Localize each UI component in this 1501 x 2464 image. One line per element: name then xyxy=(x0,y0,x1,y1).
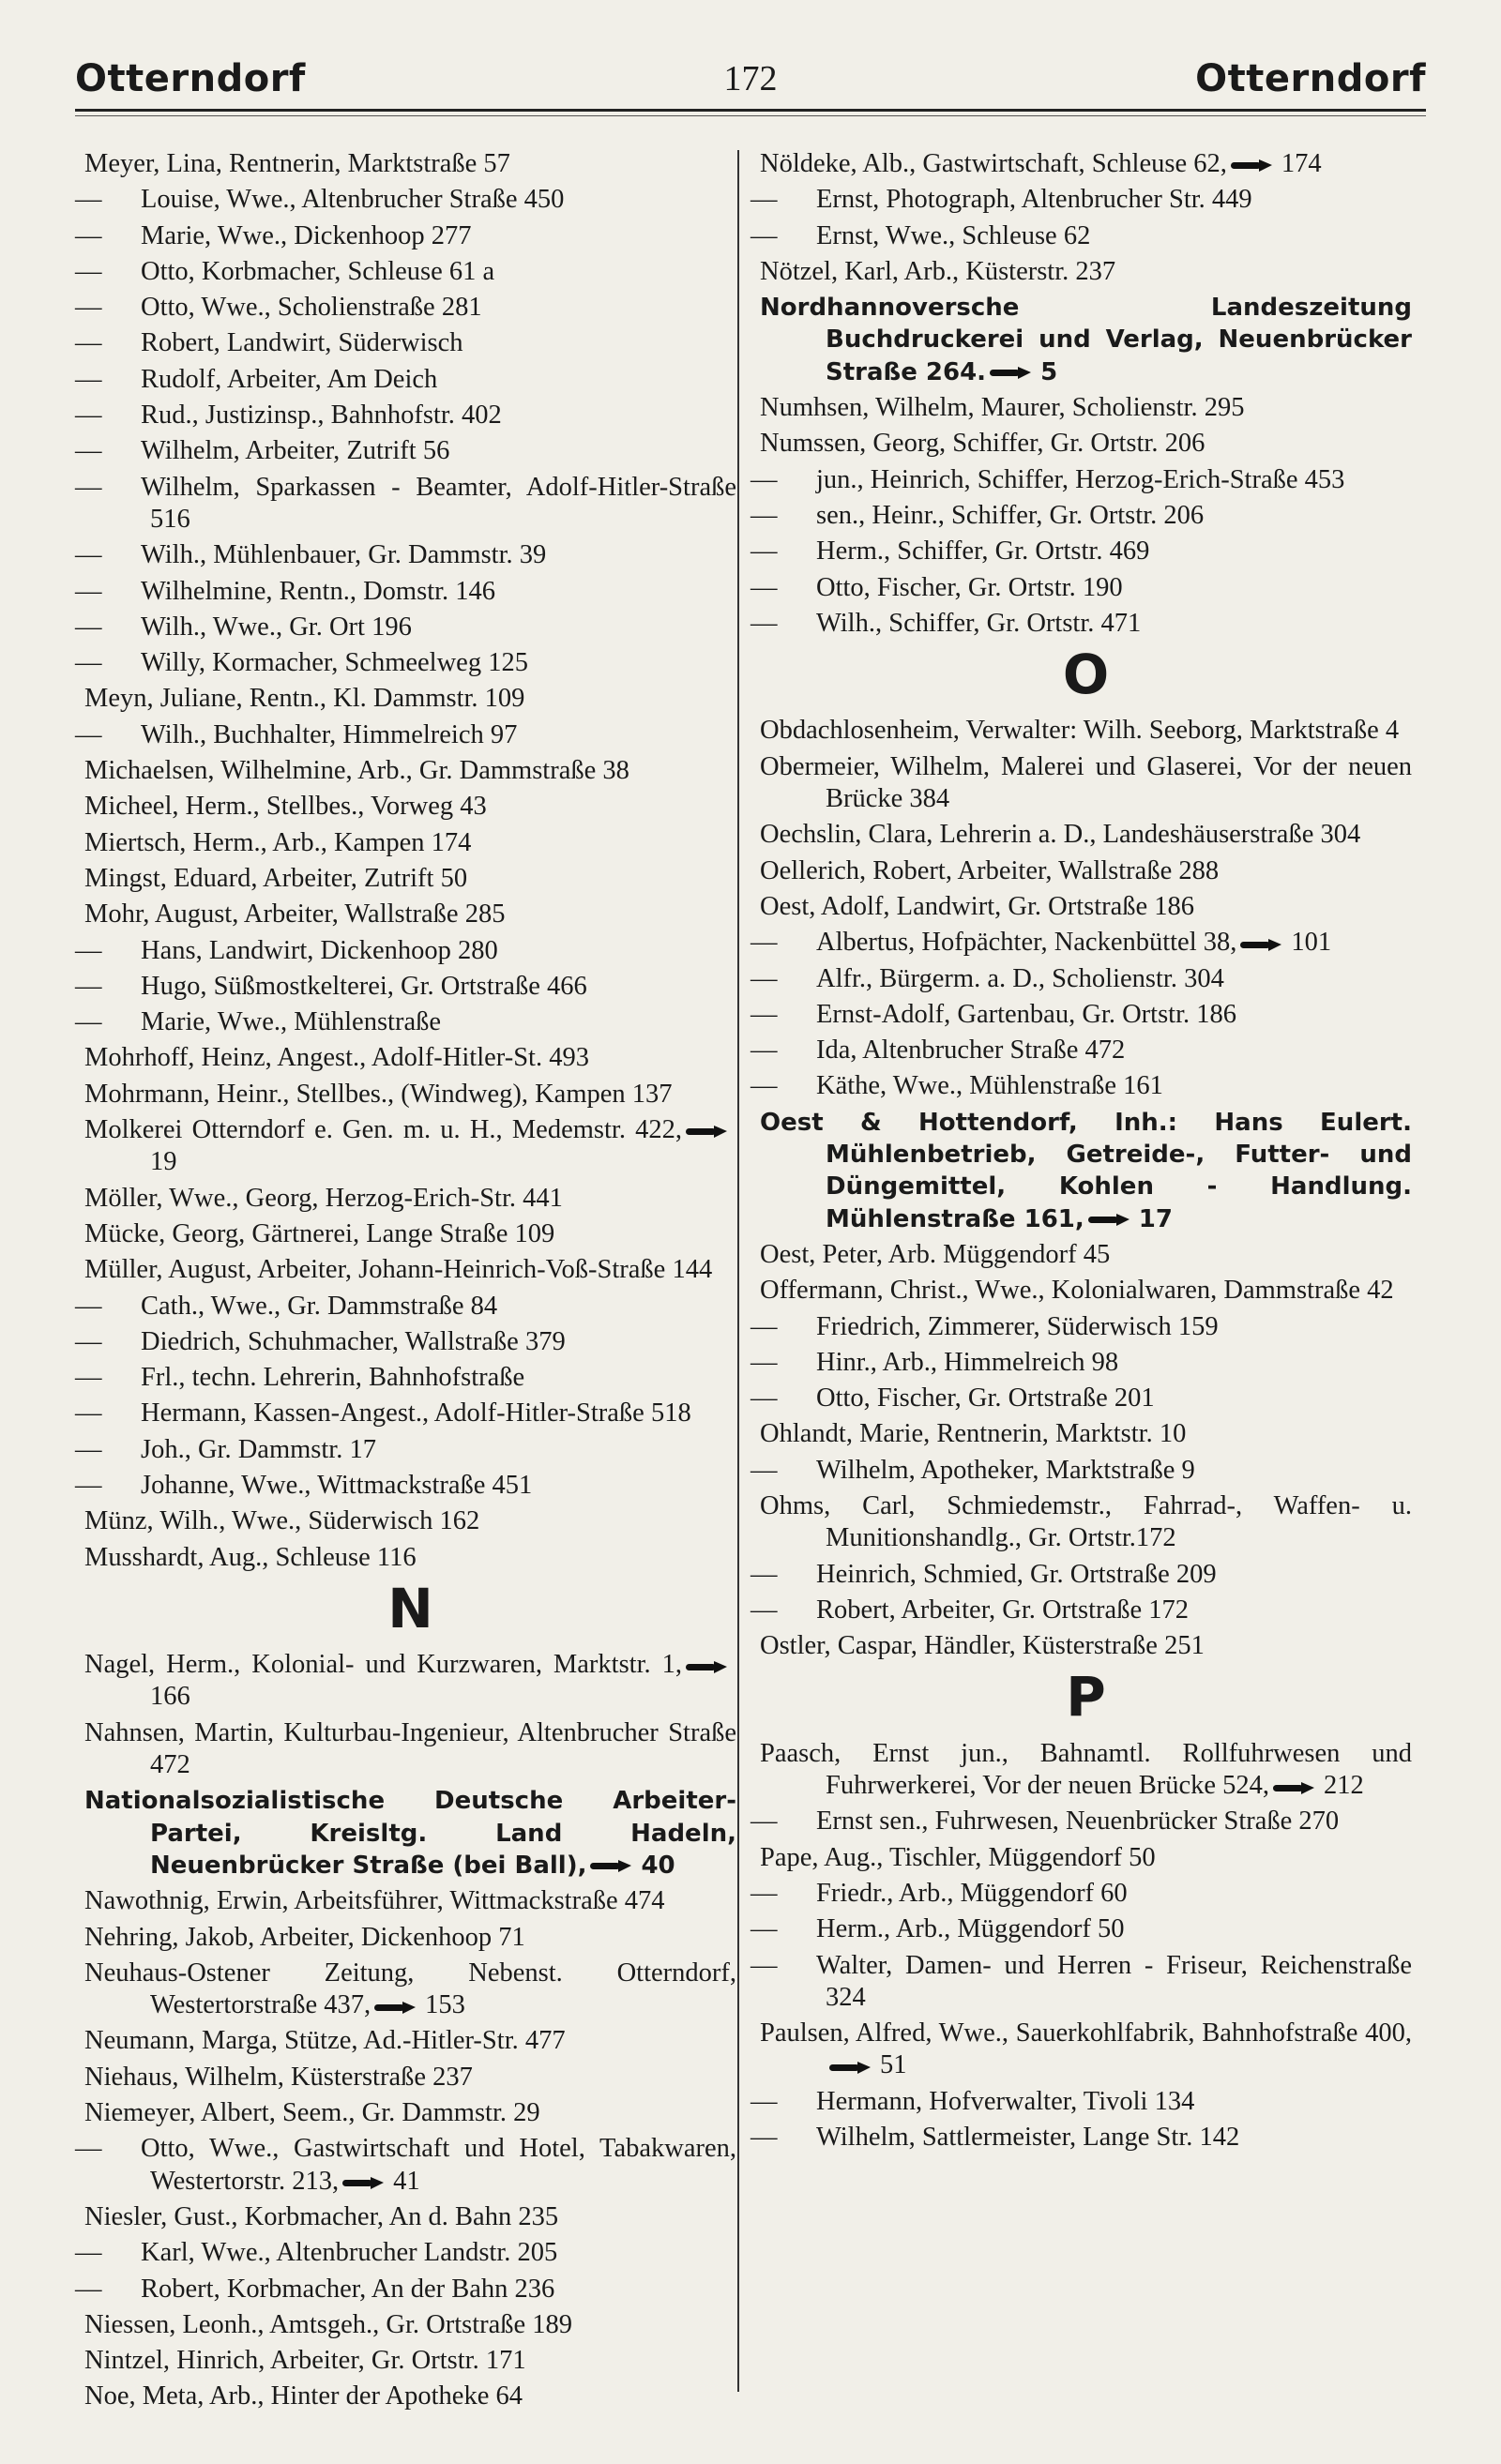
entry-text: Nationalsozialistische Deutsche Arbeiter-Partei, Kreisltg. Land Hadeln, Neuenbrücker Straße (bei Ball), xyxy=(84,1787,736,1880)
phone-pointer-icon xyxy=(829,2062,876,2073)
repeat-dash: — xyxy=(750,2086,778,2116)
directory-entry xyxy=(84,1254,736,1286)
directory-entry xyxy=(750,572,1412,604)
right-column xyxy=(750,148,1412,2157)
directory-entry xyxy=(760,2018,1412,2082)
directory-entry xyxy=(75,719,736,751)
directory-entry xyxy=(760,1738,1412,1803)
entry-text: Ohms, Carl, Schmiedemstr., Fahrrad-, Waffen- u. Munitionshandlg., Gr. Ortstr.172 xyxy=(760,1490,1412,1553)
directory-entry xyxy=(760,855,1412,887)
directory-entry xyxy=(760,292,1412,388)
repeat-dash: — xyxy=(75,256,102,286)
directory-entry xyxy=(84,863,736,895)
directory-entry xyxy=(750,1035,1412,1066)
repeat-dash: — xyxy=(750,220,778,250)
directory-entry xyxy=(75,1470,736,1502)
directory-entry xyxy=(75,2237,736,2269)
directory-entry xyxy=(84,827,736,859)
directory-entry xyxy=(84,899,736,930)
entry-text: Molkerei Otterndorf e. Gen. m. u. H., Medemstr. 422, xyxy=(84,1115,682,1145)
entry-text: Miertsch, Herm., Arb., Kampen 174 xyxy=(84,827,472,857)
entry-text: Niemeyer, Albert, Seem., Gr. Dammstr. 29 xyxy=(84,2098,540,2128)
directory-entry xyxy=(84,1079,736,1111)
directory-entry xyxy=(75,612,736,643)
repeat-dash: — xyxy=(750,1071,778,1101)
entry-text: Ernst, Wwe., Schleuse 62 xyxy=(816,220,1091,250)
entry-text: Oest, Adolf, Landwirt, Gr. Ortstraße 186 xyxy=(760,891,1195,921)
entry-text: Obdachlosenheim, Verwalter: Wilh. Seeborg, Marktstraße 4 xyxy=(760,716,1400,746)
section-letter: O xyxy=(1062,642,1110,707)
entry-text: Numhsen, Wilhelm, Maurer, Scholienstr. 295 xyxy=(760,393,1245,423)
directory-entry xyxy=(750,1383,1412,1414)
directory-entry xyxy=(84,2025,736,2057)
repeat-dash: — xyxy=(750,1950,778,1980)
directory-entry xyxy=(75,1326,736,1358)
phone-number: 166 xyxy=(150,1682,190,1712)
directory-entry xyxy=(760,1842,1412,1874)
phone-number: 212 xyxy=(1324,1771,1364,1801)
repeat-dash: — xyxy=(75,1007,102,1037)
entry-text: Niessen, Leonh., Amtsgeh., Gr. Ortstraße 189 xyxy=(84,2309,573,2339)
entry-text: Frl., techn. Lehrerin, Bahnhofstraße xyxy=(141,1363,525,1393)
phone-pointer-icon xyxy=(342,2177,389,2188)
directory-entry xyxy=(760,1107,1412,1235)
entry-text: Möller, Wwe., Georg, Herzog-Erich-Str. 441 xyxy=(84,1183,563,1213)
entry-text: Alfr., Bürgerm. a. D., Scholienstr. 304 xyxy=(816,963,1224,993)
repeat-dash: — xyxy=(75,2274,102,2304)
entry-text: Robert, Arbeiter, Gr. Ortstraße 172 xyxy=(816,1595,1189,1625)
directory-entry xyxy=(75,327,736,359)
repeat-dash: — xyxy=(750,572,778,602)
entry-text: Neuhaus-Ostener Zeitung, Nebenst. Otterndorf, Westertorstraße 437, xyxy=(84,1958,736,2020)
repeat-dash: — xyxy=(750,1595,778,1625)
entry-text: Paulsen, Alfred, Wwe., Sauerkohlfabrik, Bahnhofstraße 400, xyxy=(760,2018,1412,2048)
directory-entry xyxy=(760,1418,1412,1450)
repeat-dash: — xyxy=(75,935,102,965)
phone-pointer-icon xyxy=(1273,1782,1320,1793)
entry-text: Niehaus, Wilhelm, Küsterstraße 237 xyxy=(84,2062,473,2092)
repeat-dash: — xyxy=(75,719,102,749)
entry-text: Willy, Kormacher, Schmeelweg 125 xyxy=(141,648,528,678)
phone-pointer-icon xyxy=(990,367,1037,378)
repeat-dash: — xyxy=(750,464,778,494)
entry-text: Numssen, Georg, Schiffer, Gr. Ortstr. 206 xyxy=(760,429,1205,459)
entry-text: Niesler, Gust., Korbmacher, An d. Bahn 235 xyxy=(84,2201,559,2231)
entry-text: Musshardt, Aug., Schleuse 116 xyxy=(84,1542,417,1572)
entry-text: Nahnsen, Martin, Kulturbau-Ingenieur, Altenbrucher Straße 472 xyxy=(84,1717,736,1780)
repeat-dash: — xyxy=(75,1363,102,1393)
repeat-dash: — xyxy=(75,2238,102,2268)
entry-text: Mingst, Eduard, Arbeiter, Zutrift 50 xyxy=(84,863,468,893)
directory-entry xyxy=(75,1362,736,1394)
entry-text: Otto, Fischer, Gr. Ortstr. 190 xyxy=(816,572,1123,602)
header-rule-thin xyxy=(75,115,1426,116)
phone-number: 40 xyxy=(641,1851,675,1880)
directory-entry xyxy=(750,1311,1412,1343)
repeat-dash: — xyxy=(75,576,102,606)
entry-text: Noe, Meta, Arb., Hinter der Apotheke 64 xyxy=(84,2381,523,2411)
entry-text: Offermann, Christ., Wwe., Kolonialwaren, Dammstraße 42 xyxy=(760,1276,1394,1306)
entry-text: Oest, Peter, Arb. Müggendorf 45 xyxy=(760,1239,1111,1269)
entry-text: Wilhelm, Apotheker, Marktstraße 9 xyxy=(816,1455,1195,1485)
entry-text: Wilh., Wwe., Gr. Ort 196 xyxy=(141,612,412,642)
entry-text: Wilhelmine, Rentn., Domstr. 146 xyxy=(141,576,496,606)
directory-entry xyxy=(750,1455,1412,1487)
entry-text: Oest & Hottendorf, Inh.: Hans Eulert. Mühlenbetrieb, Getreide-, Futter- und Düngemittel, Kohlen - Handlung. Mühlenstraße 161, xyxy=(760,1108,1412,1233)
entry-text: Louise, Wwe., Altenbrucher Straße 450 xyxy=(141,185,565,215)
directory-entry xyxy=(750,927,1412,959)
directory-entry xyxy=(75,576,736,608)
repeat-dash: — xyxy=(750,1347,778,1377)
entry-text: Cath., Wwe., Gr. Dammstraße 84 xyxy=(141,1291,498,1321)
entry-text: Friedrich, Zimmerer, Süderwisch 159 xyxy=(816,1311,1219,1341)
entry-text: Käthe, Wwe., Mühlenstraße 161 xyxy=(816,1071,1163,1101)
directory-entry xyxy=(750,500,1412,532)
directory-entry xyxy=(760,148,1412,180)
directory-entry xyxy=(75,400,736,431)
directory-entry xyxy=(84,1218,736,1250)
entry-text: Hermann, Hofverwalter, Tivoli 134 xyxy=(816,2086,1195,2116)
phone-number: 17 xyxy=(1138,1204,1173,1233)
repeat-dash: — xyxy=(75,1326,102,1356)
section-letter: N xyxy=(387,1576,433,1640)
directory-entry xyxy=(84,1183,736,1215)
entry-text: Herm., Schiffer, Gr. Ortstr. 469 xyxy=(816,537,1150,567)
directory-entry xyxy=(84,755,736,787)
directory-entry xyxy=(760,891,1412,923)
entry-text: Mohrhoff, Heinz, Angest., Adolf-Hitler-St. 493 xyxy=(84,1043,589,1073)
repeat-dash: — xyxy=(750,1311,778,1341)
entry-text: Micheel, Herm., Stellbes., Vorweg 43 xyxy=(84,792,487,822)
repeat-dash: — xyxy=(750,1455,778,1485)
repeat-dash: — xyxy=(75,220,102,250)
directory-entry xyxy=(84,1542,736,1574)
directory-entry xyxy=(84,1114,736,1179)
repeat-dash: — xyxy=(750,608,778,638)
entry-text: Nordhannoversche Landeszeitung Buchdruckerei und Verlag, Neuenbrücker Straße 264. xyxy=(760,294,1412,386)
phone-pointer-icon xyxy=(1240,939,1287,950)
phone-pointer-icon xyxy=(1231,159,1278,171)
entry-text: Michaelsen, Wilhelmine, Arb., Gr. Dammstraße 38 xyxy=(84,756,629,786)
repeat-dash: — xyxy=(75,2134,102,2164)
directory-entry xyxy=(750,1913,1412,1945)
page-header xyxy=(75,49,1426,109)
directory-entry xyxy=(75,1006,736,1038)
entry-text: Wilh., Mühlenbauer, Gr. Dammstr. 39 xyxy=(141,540,547,570)
entry-text: Nagel, Herm., Kolonial- und Kurzwaren, Marktstr. 1, xyxy=(84,1650,682,1680)
directory-entry xyxy=(75,435,736,467)
repeat-dash: — xyxy=(750,1914,778,1944)
directory-entry xyxy=(84,2309,736,2341)
entry-text: Nötzel, Karl, Arb., Küsterstr. 237 xyxy=(760,256,1116,286)
entry-text: Müller, August, Arbeiter, Johann-Heinrich-Voß-Straße 144 xyxy=(84,1255,713,1285)
directory-entry xyxy=(760,428,1412,460)
entry-text: Mohrmann, Heinr., Stellbes., (Windweg), Kampen 137 xyxy=(84,1079,673,1109)
directory-entry xyxy=(75,935,736,967)
entry-text: Münz, Wilh., Wwe., Süderwisch 162 xyxy=(84,1506,480,1536)
entry-text: Marie, Wwe., Mühlenstraße xyxy=(141,1007,441,1037)
entry-text: Heinrich, Schmied, Gr. Ortstraße 209 xyxy=(816,1559,1217,1589)
repeat-dash: — xyxy=(750,999,778,1029)
entry-text: Hugo, Süßmostkelterei, Gr. Ortstraße 466 xyxy=(141,971,587,1001)
directory-entry xyxy=(75,647,736,679)
entry-text: Karl, Wwe., Altenbrucher Landstr. 205 xyxy=(141,2238,558,2268)
repeat-dash: — xyxy=(750,1559,778,1589)
phone-pointer-icon xyxy=(374,2002,421,2013)
repeat-dash: — xyxy=(75,540,102,570)
directory-entry xyxy=(750,184,1412,216)
directory-entry xyxy=(75,1434,736,1466)
repeat-dash: — xyxy=(750,537,778,567)
entry-text: Oechslin, Clara, Lehrerin a. D., Landeshäuserstraße 304 xyxy=(760,820,1361,850)
directory-entry xyxy=(760,392,1412,424)
entry-text: Nawothnig, Erwin, Arbeitsführer, Wittmackstraße 474 xyxy=(84,1886,665,1916)
entry-text: Wilh., Schiffer, Gr. Ortstr. 471 xyxy=(816,608,1142,638)
phone-number: 101 xyxy=(1291,928,1332,958)
directory-entry xyxy=(84,2201,736,2233)
directory-entry xyxy=(84,2062,736,2094)
page-number: 172 xyxy=(723,59,778,98)
directory-entry xyxy=(75,364,736,396)
directory-entry xyxy=(75,184,736,216)
entry-text: Wilhelm, Sattlermeister, Lange Str. 142 xyxy=(816,2123,1240,2153)
directory-entry xyxy=(84,1042,736,1074)
directory-entry xyxy=(750,1559,1412,1591)
directory-entry xyxy=(750,1806,1412,1837)
entry-text: Hinr., Arb., Himmelreich 98 xyxy=(816,1347,1119,1377)
directory-entry xyxy=(84,1958,736,2022)
entry-text: Ernst, Photograph, Altenbrucher Str. 449 xyxy=(816,185,1252,215)
directory-entry xyxy=(75,292,736,324)
entry-text: Herm., Arb., Müggendorf 50 xyxy=(816,1914,1125,1944)
entry-text: jun., Heinrich, Schiffer, Herzog-Erich-Straße 453 xyxy=(816,464,1345,494)
entry-text: Otto, Fischer, Gr. Ortstraße 201 xyxy=(816,1383,1155,1413)
directory-entry xyxy=(84,1717,736,1782)
phone-number: 5 xyxy=(1040,357,1058,386)
entry-text: Johanne, Wwe., Wittmackstraße 451 xyxy=(141,1470,533,1500)
entry-text: Oellerich, Robert, Arbeiter, Wallstraße 288 xyxy=(760,855,1220,885)
directory-entry xyxy=(84,2345,736,2377)
directory-entry xyxy=(750,536,1412,567)
directory-entry xyxy=(75,2274,736,2305)
directory-entry xyxy=(84,2097,736,2129)
entry-text: sen., Heinr., Schiffer, Gr. Ortstr. 206 xyxy=(816,500,1205,530)
phone-number: 19 xyxy=(150,1147,177,1177)
directory-entry xyxy=(75,971,736,1003)
entry-text: Hermann, Kassen-Angest., Adolf-Hitler-Straße 518 xyxy=(141,1398,691,1429)
entry-text: Robert, Landwirt, Süderwisch xyxy=(141,328,463,358)
phone-number: 153 xyxy=(425,1990,465,2020)
directory-entry xyxy=(750,608,1412,640)
directory-entry xyxy=(750,1070,1412,1102)
directory-entry xyxy=(750,220,1412,252)
repeat-dash: — xyxy=(75,971,102,1001)
repeat-dash: — xyxy=(750,1878,778,1908)
repeat-dash: — xyxy=(75,1398,102,1429)
directory-entry xyxy=(750,1347,1412,1379)
entry-text: Meyer, Lina, Rentnerin, Marktstraße 57 xyxy=(84,149,510,178)
entry-text: Nöldeke, Alb., Gastwirtschaft, Schleuse 62, xyxy=(760,149,1227,178)
repeat-dash: — xyxy=(750,185,778,215)
repeat-dash: — xyxy=(750,1806,778,1837)
running-head-left: Otterndorf xyxy=(75,57,306,100)
directory-entry xyxy=(75,220,736,252)
running-head-right: Otterndorf xyxy=(1195,57,1426,100)
repeat-dash: — xyxy=(75,648,102,678)
directory-entry xyxy=(750,1950,1412,2015)
repeat-dash: — xyxy=(75,472,102,502)
repeat-dash: — xyxy=(75,185,102,215)
phone-number: 41 xyxy=(393,2166,420,2196)
entry-text: Wilhelm, Arbeiter, Zutrift 56 xyxy=(141,436,450,466)
entry-text: Ostler, Caspar, Händler, Küsterstraße 251 xyxy=(760,1631,1205,1661)
directory-entry xyxy=(84,148,736,180)
entry-text: Walter, Damen- und Herren - Friseur, Reichenstraße 324 xyxy=(816,1950,1412,2012)
header-rule xyxy=(75,109,1426,112)
repeat-dash: — xyxy=(75,1470,102,1500)
entry-text: Hans, Landwirt, Dickenhoop 280 xyxy=(141,935,498,965)
directory-entry xyxy=(84,2381,736,2412)
phone-number: 51 xyxy=(880,2050,907,2080)
directory-entry xyxy=(760,715,1412,747)
directory-entry xyxy=(84,791,736,823)
directory-entry xyxy=(75,2133,736,2198)
directory-entry xyxy=(760,1630,1412,1662)
entry-text: Albertus, Hofpächter, Nackenbüttel 38, xyxy=(816,928,1237,958)
column-divider xyxy=(737,150,739,2392)
directory-entry xyxy=(750,2086,1412,2118)
entry-text: Ernst sen., Fuhrwesen, Neuenbrücker Straße 270 xyxy=(816,1806,1340,1837)
phone-pointer-icon xyxy=(590,1860,637,1871)
entry-text: Mücke, Georg, Gärtnerei, Lange Straße 109 xyxy=(84,1218,555,1248)
entry-text: Robert, Korbmacher, An der Bahn 236 xyxy=(141,2274,555,2304)
repeat-dash: — xyxy=(750,500,778,530)
repeat-dash: — xyxy=(75,293,102,323)
repeat-dash: — xyxy=(750,928,778,958)
entry-text: Otto, Wwe., Scholienstraße 281 xyxy=(141,293,482,323)
entry-text: Ohlandt, Marie, Rentnerin, Marktstr. 10 xyxy=(760,1419,1187,1449)
phone-pointer-icon xyxy=(686,1126,733,1137)
directory-entry xyxy=(750,1595,1412,1626)
directory-entry xyxy=(760,1239,1412,1271)
directory-entry xyxy=(750,999,1412,1031)
repeat-dash: — xyxy=(75,328,102,358)
phone-pointer-icon xyxy=(1088,1214,1135,1225)
directory-entry xyxy=(760,751,1412,816)
entry-text: Neumann, Marga, Stütze, Ad.-Hitler-Str. 477 xyxy=(84,2026,566,2056)
directory-entry xyxy=(75,1398,736,1429)
entry-text: Paasch, Ernst jun., Bahnamtl. Rollfuhrwesen und Fuhrwerkerei, Vor der neuen Brücke 524, xyxy=(760,1738,1412,1801)
entry-text: Otto, Wwe., Gastwirtschaft und Hotel, Tabakwaren, Westertorstr. 213, xyxy=(141,2134,736,2196)
entry-text: Diedrich, Schuhmacher, Wallstraße 379 xyxy=(141,1326,566,1356)
phone-pointer-icon xyxy=(686,1661,733,1672)
directory-entry xyxy=(750,1878,1412,1910)
entry-text: Wilh., Buchhalter, Himmelreich 97 xyxy=(141,719,518,749)
entry-text: Ernst-Adolf, Gartenbau, Gr. Ortstr. 186 xyxy=(816,999,1236,1029)
repeat-dash: — xyxy=(750,963,778,993)
repeat-dash: — xyxy=(750,1383,778,1413)
directory-entry xyxy=(750,464,1412,496)
directory-entry xyxy=(750,2122,1412,2154)
phone-number: 174 xyxy=(1281,149,1322,178)
directory-entry xyxy=(760,256,1412,288)
repeat-dash: — xyxy=(75,1291,102,1321)
directory-entry xyxy=(84,1785,736,1882)
directory-entry xyxy=(75,539,736,571)
section-letter: P xyxy=(1066,1665,1106,1730)
entry-text: Obermeier, Wilhelm, Malerei und Glaserei, Vor der neuen Brücke 384 xyxy=(760,751,1412,814)
entry-text: Mohr, August, Arbeiter, Wallstraße 285 xyxy=(84,899,506,930)
repeat-dash: — xyxy=(75,364,102,394)
repeat-dash: — xyxy=(750,2123,778,2153)
entry-text: Meyn, Juliane, Rentn., Kl. Dammstr. 109 xyxy=(84,684,525,714)
entry-text: Nintzel, Hinrich, Arbeiter, Gr. Ortstr. 171 xyxy=(84,2346,526,2376)
repeat-dash: — xyxy=(75,612,102,642)
repeat-dash: — xyxy=(75,1434,102,1464)
entry-text: Wilhelm, Sparkassen - Beamter, Adolf-Hitler-Straße 516 xyxy=(141,472,736,534)
entry-text: Rudolf, Arbeiter, Am Deich xyxy=(141,364,438,394)
entry-text: Ida, Altenbrucher Straße 472 xyxy=(816,1035,1126,1066)
directory-entry xyxy=(84,1505,736,1537)
directory-entry xyxy=(760,819,1412,851)
repeat-dash: — xyxy=(75,436,102,466)
directory-entry xyxy=(84,1649,736,1714)
entry-text: Pape, Aug., Tischler, Müggendorf 50 xyxy=(760,1842,1156,1872)
entry-text: Marie, Wwe., Dickenhoop 277 xyxy=(141,220,472,250)
entry-text: Joh., Gr. Dammstr. 17 xyxy=(141,1434,376,1464)
directory-entry xyxy=(760,1275,1412,1307)
entry-text: Rud., Justizinsp., Bahnhofstr. 402 xyxy=(141,401,502,431)
directory-entry xyxy=(84,683,736,715)
directory-entry xyxy=(75,1291,736,1323)
directory-entry xyxy=(750,963,1412,995)
entry-text: Nehring, Jakob, Arbeiter, Dickenhoop 71 xyxy=(84,1922,525,1952)
directory-entry xyxy=(84,1922,736,1954)
directory-entry xyxy=(84,1885,736,1917)
directory-entry xyxy=(75,472,736,537)
directory-entry xyxy=(75,256,736,288)
entry-text: Otto, Korbmacher, Schleuse 61 a xyxy=(141,256,495,286)
repeat-dash: — xyxy=(750,1035,778,1066)
repeat-dash: — xyxy=(75,401,102,431)
directory-entry xyxy=(760,1490,1412,1555)
left-column xyxy=(75,148,736,2417)
entry-text: Friedr., Arb., Müggendorf 60 xyxy=(816,1878,1128,1908)
